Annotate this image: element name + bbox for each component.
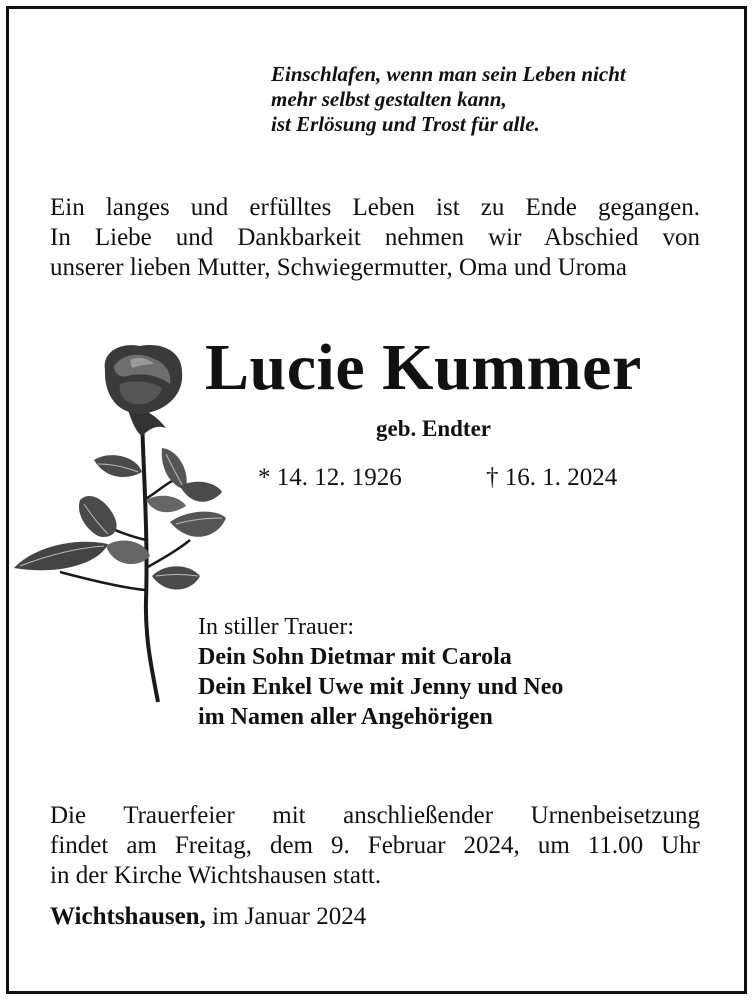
service-line: findet am Freitag, dem 9. Februar 2024, um 11.00 Uhr [50,832,700,859]
place-date-line [50,903,366,931]
birth-date: * 14. 12. 1926 [258,464,402,491]
intro-line: Ein langes und erfülltes Leben ist zu Ende gegangen. [50,194,700,221]
epigraph-quote [271,62,626,137]
service-line: Die Trauerfeier mit anschließender Urnenbeisetzung [50,802,700,829]
rose-icon [10,340,230,710]
maiden-name: geb. Endter [376,416,491,441]
closing-date: im Januar 2024 [205,903,367,930]
mourners-block [198,612,563,732]
quote-line: Einschlafen, wenn man sein Leben nicht [271,62,626,86]
intro-paragraph [50,193,700,283]
place-name: Wichtshausen, [50,903,206,930]
deceased-name: Lucie Kummer [205,331,642,404]
service-paragraph [50,801,700,891]
intro-line: In Liebe und Dankbarkeit nehmen wir Abschied von [50,224,700,251]
intro-line: unserer lieben Mutter, Schwiegermutter, Oma und Uroma [50,254,627,281]
quote-line: mehr selbst gestalten kann, [271,87,507,111]
mourner-line: im Namen aller Angehörigen [198,704,493,730]
death-date: † 16. 1. 2024 [486,464,618,491]
quote-line: ist Erlösung und Trost für alle. [271,112,540,136]
mourner-line: Dein Enkel Uwe mit Jenny und Neo [198,674,564,700]
mourners-heading: In stiller Trauer: [198,614,354,640]
mourner-line: Dein Sohn Dietmar mit Carola [198,644,512,670]
service-line: in der Kirche Wichtshausen statt. [50,862,382,889]
